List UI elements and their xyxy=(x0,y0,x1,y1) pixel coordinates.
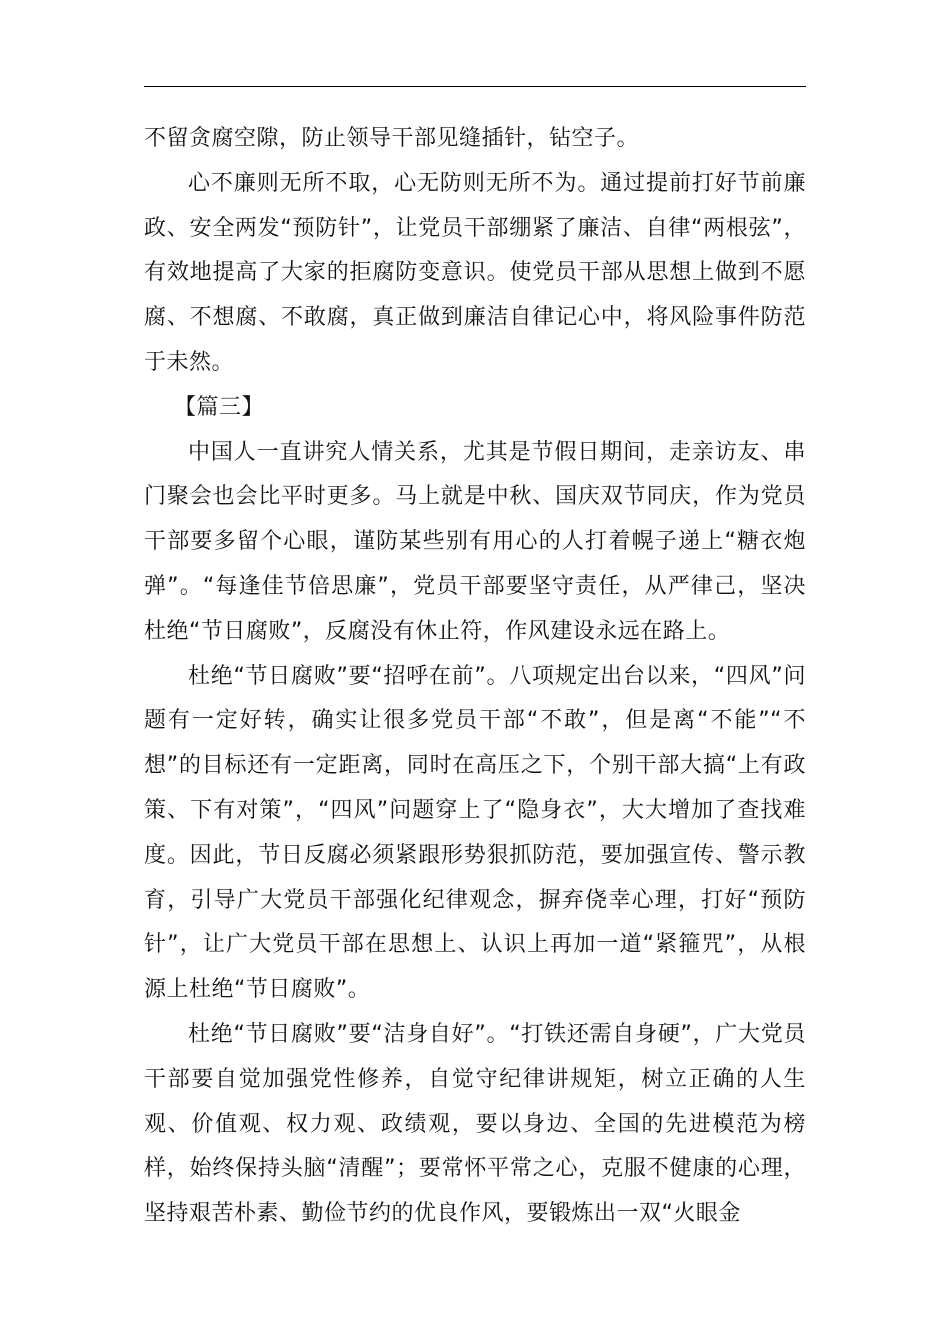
paragraph: 杜绝“节日腐败”要“招呼在前”。八项规定出台以来，“四风”问题有一定好转，确实让很多党员干部“不敢”，但是离“不能”“不想”的目标还有一定距离，同时在高压之下，个别干部大搞“上有政策、下有对策”，“四风”问题穿上了“隐身衣”，大大增加了查找难度。因此，节日反腐必须紧跟形势狠抓防范，要加强宣传、警示教育，引导广大党员干部强化纪律观念，摒弃侥幸心理，打好“预防针”，让广大党员干部在思想上、认识上再加一道“紧箍咒”，从根源上杜绝“节日腐败”。 xyxy=(144,663,806,1003)
paragraph: 杜绝“节日腐败”要“洁身自好”。“打铁还需自身硬”，广大党员干部要自觉加强党性修养，自觉守纪律讲规矩，树立正确的人生观、价值观、权力观、政绩观，要以身边、全国的先进模范为榜样，始终保持头脑“清醒”；要常怀平常之心，克服不健康的心理，坚持艰苦朴素、勤俭节约的优良作风，要锻炼出一双“火眼金 xyxy=(144,1021,806,1227)
document-body xyxy=(144,117,806,1237)
paragraph: 中国人一直讲究人情关系，尤其是节假日期间，走亲访友、串门聚会也会比平时更多。马上就是中秋、国庆双节同庆，作为党员干部要多留个心眼，谨防某些别有用心的人打着幌子递上“糖衣炮弹”。“每逢佳节倍思廉”，党员干部要坚守责任，从严律己，坚决杜绝“节日腐败”，反腐没有休止符，作风建设永远在路上。 xyxy=(144,439,806,644)
paragraph-continuation: 不留贪腐空隙，防止领导干部见缝插针，钻空子。 xyxy=(144,126,640,151)
paragraph: 心不廉则无所不取，心无防则无所不为。通过提前打好节前廉政、安全两发“预防针”，让党员干部绷紧了廉洁、自律“两根弦”，有效地提高了大家的拒腐防变意识。使党员干部从思想上做到不愿腐、不想腐、不敢腐，真正做到廉洁自律记心中，将风险事件防范于未然。 xyxy=(144,170,806,375)
header-rule xyxy=(144,86,806,87)
section-heading: 【篇三】 xyxy=(174,394,265,420)
